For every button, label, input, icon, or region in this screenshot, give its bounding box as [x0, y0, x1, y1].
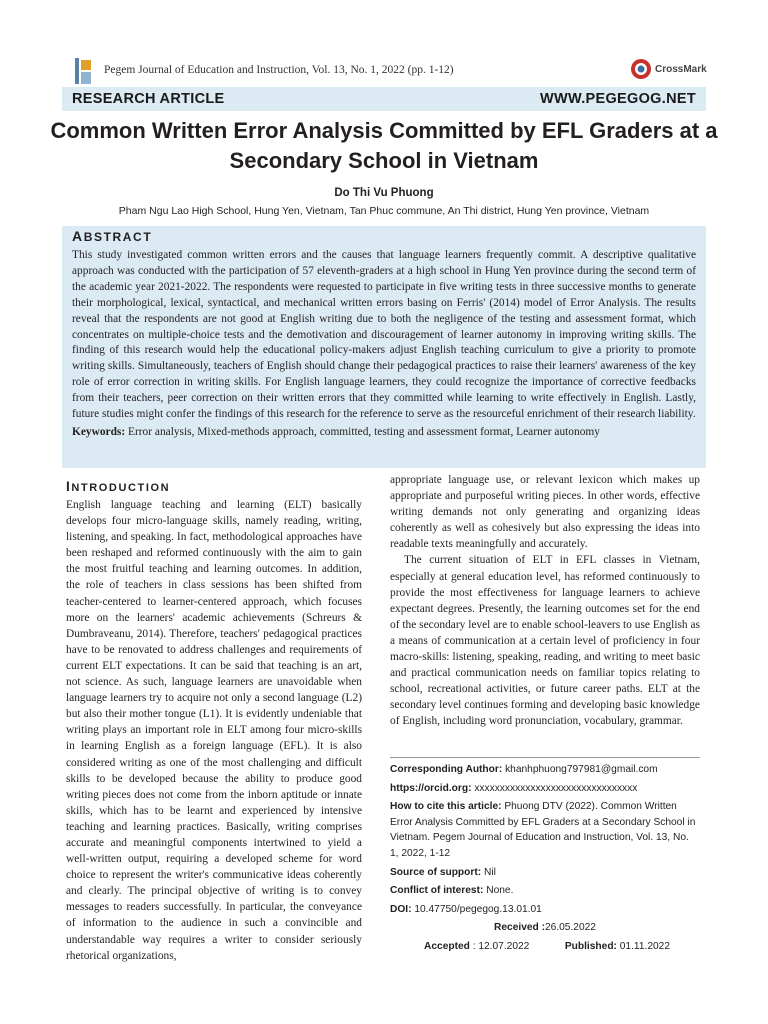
introduction-paragraph-2: The current situation of ELT in EFL classes in Vietnam, especially at general education level, has reformed continuously to provide the most effectiveness for language learners to achieve expectant degrees. Presently, the learning outcomes set for the end of the secondary level are to enable school-leavers to use English as a means of communication at a certain level of proficiency in four macro-skills: listening, speaking, reading, and writing to meet basic and practical communication needs on familiar topics relating to school, recreational activities, or future career paths. ELT at the secondary level continues forming and developing basic knowledge of English, including word pronunciation, vocabulary, grammar.: [390, 554, 700, 728]
corresponding-email[interactable]: khanhphuong797981@gmail.com: [502, 764, 658, 775]
conflict-of-interest: Conflict of interest: None.: [390, 885, 514, 897]
orcid: https://orcid.org: xxxxxxxxxxxxxxxxxxxxxxxxxxxxxxxx: [390, 782, 638, 794]
journal-website-link[interactable]: WWW.PEGEGOG.NET: [540, 91, 696, 107]
introduction-paragraph-1: English language teaching and learning (ELT) basically develops four micro-language skills, namely reading, writing, listening, and speaking. In fact, methodological approaches have been reshaped and reformed continuously with the aim to gain the most fruitful teaching and learning outcomes. In addition, the role of teachers in class sessions has been shifted from teacher-centered to learner-centered approach, which focuses more on the learners' academic achievements (Schreurs & Dumbraveanu, 2014). Therefore, teachers' pedagogical practices have to be renovated to address challenges and requirements of current ELT expectations. It can be said that teaching is an art, not science. As such, language learners are unavoidable when language learners try to acquire not only a second language (L2) but also their mother tongue (L1). It is evidently undeniable that writing plays an important role in ELT among four micro-skills in learning English as a foreign language (EFL). It is also considered writing as one of the most challenging and difficult skills to be developed because the ability to produce good writing pieces does not come from the inborn aptitude or innate skills, which has to be learnt and experienced by intensive teaching and learning practices. Basically, writing comprises accurate and meaningful components intertwined to yield a well-written output, requiring a developed scheme for word choice to represent the writer's communicative ideas coherently and clearly. The principal objective of writing is to convey messages to readers successfully. In particular, the conveyance of information to the audience in such a convincible and understandable way requires a writer to consider seriously rhetorical organizations,: [66, 499, 362, 962]
journal-citation-line: Pegem Journal of Education and Instruction, Vol. 13, No. 1, 2022 (pp. 1-12): [104, 64, 454, 76]
crossmark-icon: [630, 58, 652, 80]
doi: DOI: 10.47750/pegegog.13.01.01: [390, 903, 542, 915]
crossmark-badge[interactable]: [630, 58, 707, 80]
article-title: Common Written Error Analysis Committed by EFL Graders at a Secondary School in Vietnam: [50, 118, 718, 173]
accepted-published-dates: [390, 939, 700, 955]
introduction-heading: INTRODUCTION: [66, 479, 171, 494]
right-column: [390, 472, 700, 730]
author-affiliation: Pham Ngu Lao High School, Hung Yen, Vietnam, Tan Phuc commune, An Thi district, Hung Yen province, Vietnam: [118, 205, 650, 217]
orcid-link[interactable]: xxxxxxxxxxxxxxxxxxxxxxxxxxxxxxxx: [471, 782, 638, 794]
crossmark-label: CrossMark: [655, 63, 707, 75]
published-date: Published: 01.11.2022: [564, 940, 670, 952]
article-banner: [62, 87, 706, 111]
accepted-date: Accepted : 12.07.2022: [424, 940, 530, 952]
doi-link[interactable]: 10.47750/pegegog.13.01.01: [411, 903, 542, 915]
journal-logo: [74, 56, 92, 86]
article-info-box: [390, 757, 700, 958]
abstract-text: This study investigated common written errors and the causes that language learners frequently commit. A descriptive qualitative approach was conducted with the participation of 57 eleventh-graders at a high school in Hung Yen province during the second term of the academic year 2021-2022. The respondents were requested to participate in five writing tests in three successive months to generate their morphological, lexical, syntactical, and mechanical written errors basing on Ferris' (2014) model of Error Analysis. The results reveal that the respondents are not good at English writing due to both the negligence of the testing and assessment format, which concentrates on multiple-choice tests and the demotivation and discouragement of learner autonomy in improving writing skills. The finding of this research would help the educational policy-makers adjust English teaching curriculum to give a priority to promote writing skills. Simultaneously, teachers of English should change their pedagogical practices to raise their learners' awareness of the key role of error correction in writing skills. For English language learners, they could recognize the importance of corrective feedbacks from their teachers, peer correction on their written errors that they committed while learning to write effectively in English. Lastly, future studies might confer the findings of this research for the reference to serve as the resourceful enrichment of their research liability.: [72, 249, 696, 421]
received-date: Received : 26.05.2022: [494, 922, 596, 934]
left-column: [66, 479, 362, 964]
corresponding-author: Corresponding Author: khanhphuong797981@gmail.com: [390, 764, 658, 775]
source-of-support: Source of support: Nil: [390, 866, 496, 878]
how-to-cite: How to cite this article: Phuong DTV (2022). Common Written Error Analysis Committed by EFL Graders at a Secondary School in Vietnam. Pegem Journal of Education and Instruction, Vol. 13, No. 1, 2022, 1-12: [390, 801, 696, 859]
abstract-heading: ABSTRACT: [72, 228, 153, 244]
author-name: Do Thi Vu Phuong: [334, 187, 434, 199]
abstract-section: [62, 226, 706, 468]
article-type: RESEARCH ARTICLE: [72, 91, 225, 107]
introduction-paragraph-1-continued: appropriate language use, or relevant lexicon which makes up appropriate and purposeful writing pieces. In other words, effective writing demands not only generating and organizing ideas coherently as well as cohesively but also expressing the ideas into readable texts meaningfully and accurately.: [390, 474, 700, 551]
keywords: Keywords: Error analysis, Mixed-methods approach, committed, testing and assessment format, Learner autonomy: [72, 425, 600, 438]
